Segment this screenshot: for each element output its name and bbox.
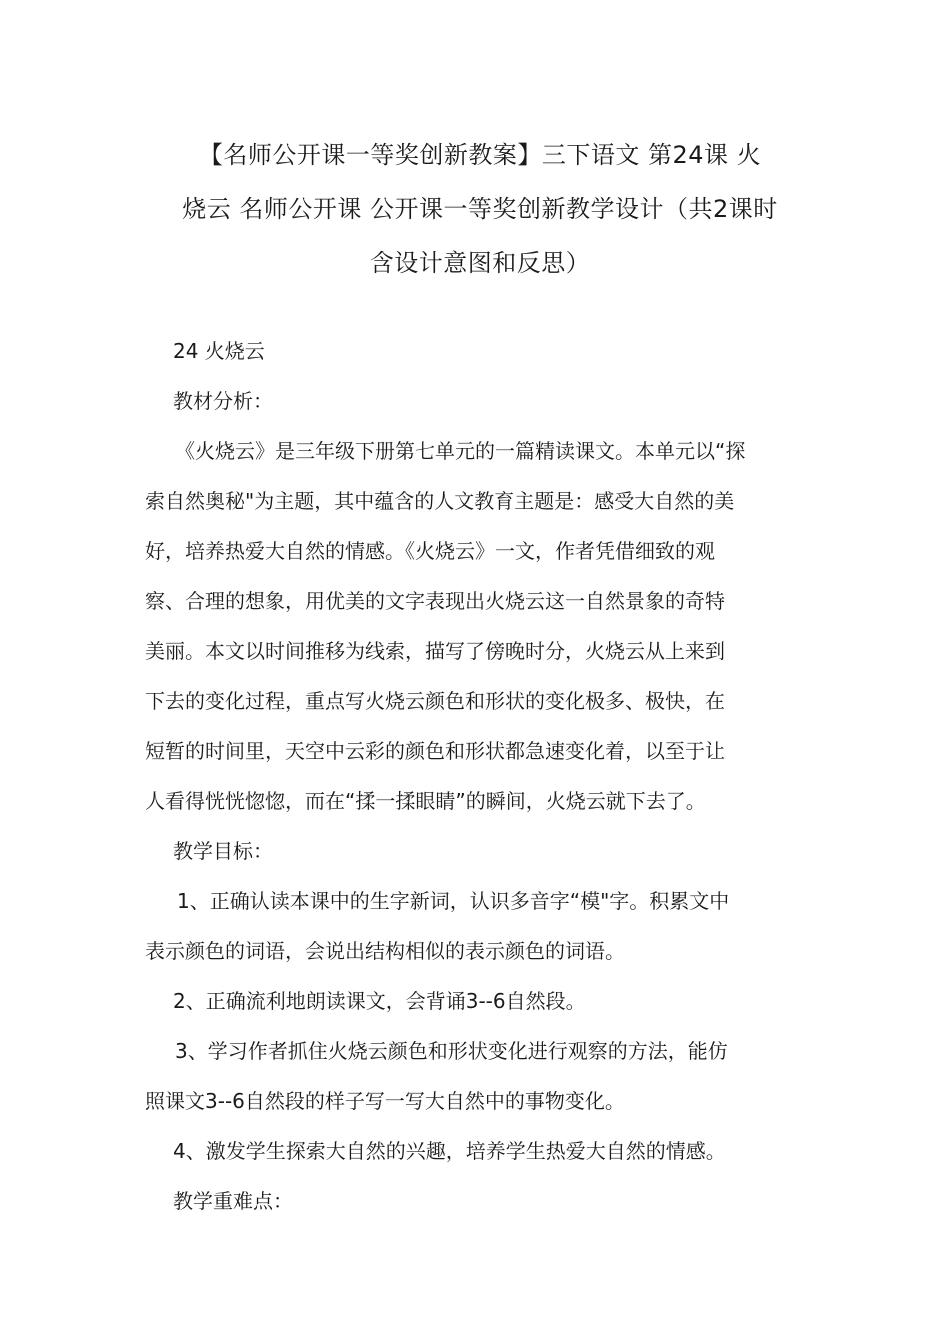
goal-line: 4、激发学生探索大自然的兴趣，培养学生热爱大自然的情感。 bbox=[173, 1139, 726, 1163]
section-heading-keypoints: 教学重难点： bbox=[173, 1189, 293, 1213]
analysis-line: 《火烧云》是三年级下册第七单元的一篇精读课文。本单元以“探 bbox=[175, 439, 746, 463]
goal-line: 2、正确流利地朗读课文，会背诵3--6自然段。 bbox=[173, 989, 586, 1013]
goal-line: 表示颜色的词语，会说出结构相似的表示颜色的词语。 bbox=[145, 939, 625, 963]
document-title bbox=[150, 128, 810, 290]
document-body bbox=[145, 326, 807, 1226]
title-line: 烧云 名师公开课 公开课一等奖创新教学设计（共2课时 bbox=[182, 195, 778, 223]
goal-line: 1、正确认读本课中的生字新词，认识多音字“模"字。积累文中 bbox=[177, 889, 730, 913]
title-line: 含设计意图和反思） bbox=[369, 249, 591, 277]
section-heading-goals: 教学目标： bbox=[173, 839, 273, 863]
section-heading-analysis: 教材分析： bbox=[173, 389, 273, 413]
goal-line: 照课文3--6自然段的样子写一写大自然中的事物变化。 bbox=[145, 1089, 625, 1113]
analysis-line: 下去的变化过程，重点写火烧云颜色和形状的变化极多、极快，在 bbox=[145, 689, 725, 713]
analysis-line: 短暂的时间里，天空中云彩的颜色和形状都急速变化着，以至于让 bbox=[145, 739, 725, 763]
analysis-line: 察、合理的想象，用优美的文字表现出火烧云这一自然景象的奇特 bbox=[145, 589, 725, 613]
analysis-line: 索自然奥秘"为主题，其中蕴含的人文教育主题是：感受大自然的美 bbox=[145, 489, 735, 513]
goal-line: 3、学习作者抓住火烧云颜色和形状变化进行观察的方法，能仿 bbox=[175, 1039, 728, 1063]
analysis-line: 美丽。本文以时间推移为线索，描写了傍晚时分，火烧云从上来到 bbox=[145, 639, 725, 663]
analysis-line: 人看得恍恍惚惚，而在“揉一揉眼睛”的瞬间，火烧云就下去了。 bbox=[145, 789, 706, 813]
title-line: 【名师公开课一等奖创新教案】三下语文 第24课 火 bbox=[198, 141, 762, 169]
analysis-line: 好，培养热爱大自然的情感。《火烧云》一文，作者凭借细致的观 bbox=[145, 539, 715, 563]
lesson-heading: 24 火烧云 bbox=[173, 339, 265, 363]
